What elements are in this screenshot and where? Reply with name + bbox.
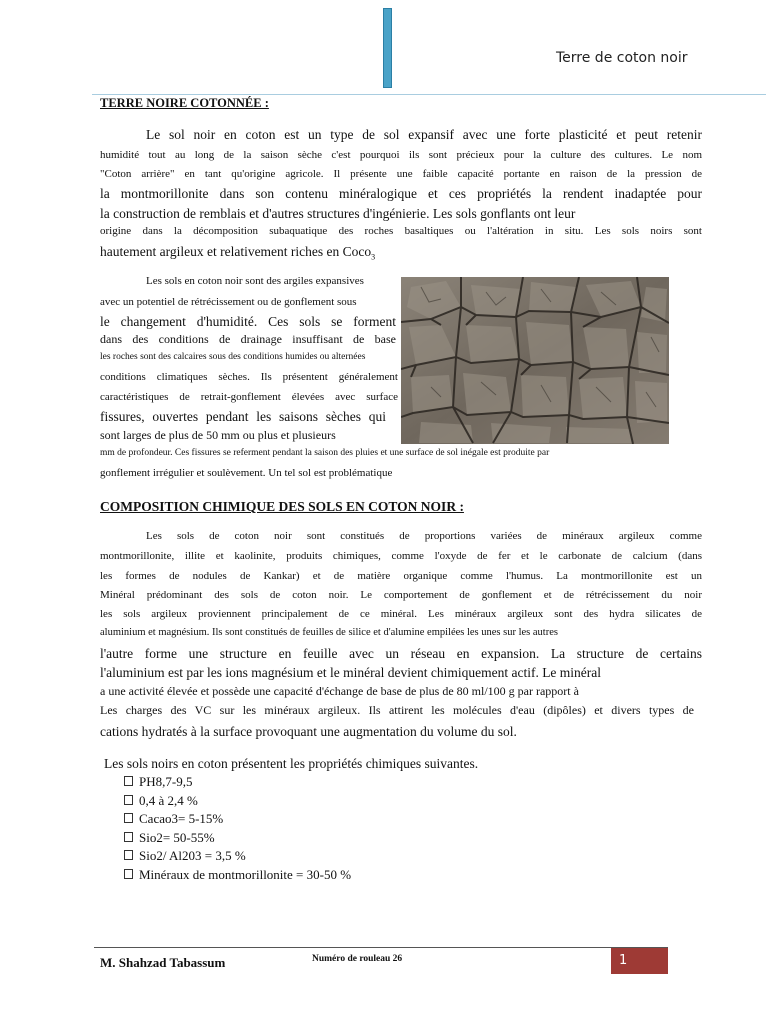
footer-roll-number: Numéro de rouleau 26 xyxy=(312,954,403,964)
checkbox-glyph-icon xyxy=(124,813,133,823)
footer-author: M. Shahzad Tabassum xyxy=(100,955,226,970)
paragraph-line: avec un potentiel de rétrécissement ou de gonflement sous xyxy=(100,296,357,308)
paragraph-line: sont larges de plus de 50 mm ou plus et plusieurs xyxy=(100,429,336,442)
list-item: Cacao3= 5-15% xyxy=(124,810,351,829)
paragraph-line: a une activité élevée et possède une capacité d'échange de base de plus de 80 ml/100 g par rapport à xyxy=(100,685,579,698)
checkbox-glyph-icon xyxy=(124,776,133,786)
paragraph-line: gonflement irrégulier et soulèvement. Un tel sol est problématique xyxy=(100,467,393,479)
paragraph-line: aluminium et magnésium. Ils sont constitués de feuilles de silice et d'alumine empilées les unes sur les autres xyxy=(100,627,558,638)
page-number-badge: 1 xyxy=(611,948,668,974)
list-item: Sio2= 50-55% xyxy=(124,829,351,848)
checkbox-glyph-icon xyxy=(124,795,133,805)
list-item: PH8,7-9,5 xyxy=(124,773,351,792)
properties-list xyxy=(124,773,351,884)
paragraph-line: mm de profondeur. Ces fissures se referment pendant la saison des pluies et une surface de sol inégale est produite par xyxy=(100,448,550,458)
paragraph-line: la montmorillonite dans son contenu minéralogique et ces propriétés la rendent inadaptée pour xyxy=(100,186,702,201)
paragraph-line: montmorillonite, illite et kaolinite, produits chimiques, comme l'oxyde de fer et le carbonate de calcium (dans xyxy=(100,550,702,562)
list-item: Sio2/ Al203 = 3,5 % xyxy=(124,847,351,866)
paragraph-line: "Coton arrière" en tant qu'origine agricole. Il présente une faible capacité portante en raison de la pression de xyxy=(100,168,702,180)
paragraph-line: les formes de nodules de Kankar) et de matière organique comme l'humus. La montmorillonite est un xyxy=(100,570,702,582)
section-heading-terre-noire: TERRE NOIRE COTONNÉE : xyxy=(100,96,269,110)
paragraph-line: les roches sont des calcaires sous des conditions humides ou alternées xyxy=(100,352,366,362)
list-item: 0,4 à 2,4 % xyxy=(124,792,351,811)
paragraph-line: le changement d'humidité. Ces sols se forment xyxy=(100,314,396,329)
paragraph-line: dans des conditions de drainage insuffisant de base xyxy=(100,333,396,346)
header-accent-bar xyxy=(383,8,392,88)
paragraph-line: Les charges des VC sur les minéraux argileux. Ils attirent les molécules d'eau (dipôles) et divers types de xyxy=(100,704,694,717)
paragraph-line: origine dans la décomposition subaquatique des roches basaltiques ou l'altération in situ. Les sols noirs sont xyxy=(100,225,702,237)
paragraph-line: Le sol noir en coton est un type de sol expansif avec une forte plasticité et peut retenir xyxy=(146,127,702,142)
cracked-soil-image xyxy=(401,277,669,444)
checkbox-glyph-icon xyxy=(124,869,133,879)
header-divider xyxy=(92,94,766,95)
paragraph-line: les sols argileux proviennent principalement de ce minéral. Les minéraux argileux sont des hydra silicates de xyxy=(100,608,702,620)
paragraph-line: fissures, ouvertes pendant les saisons sèches qui xyxy=(100,409,386,424)
footer-divider xyxy=(94,947,668,948)
checkbox-glyph-icon xyxy=(124,832,133,842)
cracked-soil-illustration xyxy=(401,277,669,444)
paragraph-line: Minéral prédominant des sols de coton noir. Le comportement de gonflement et de rétrécissement du noir xyxy=(100,589,702,601)
checkbox-glyph-icon xyxy=(124,850,133,860)
list-item: Minéraux de montmorillonite = 30-50 % xyxy=(124,866,351,885)
paragraph-line: Les sols en coton noir sont des argiles expansives xyxy=(146,275,364,287)
paragraph-line: Les sols de coton noir sont constitués de proportions variées de minéraux argileux comme xyxy=(146,530,702,542)
paragraph-line: conditions climatiques sèches. Ils présentent généralement xyxy=(100,371,398,383)
paragraph-line-last: hautement argileux et relativement riches en Coco$_3$ xyxy=(100,244,376,262)
paragraph-line: cations hydratés à la surface provoquant une augmentation du volume du sol. xyxy=(100,724,517,739)
properties-intro: Les sols noirs en coton présentent les propriétés chimiques suivantes. xyxy=(104,756,479,771)
paragraph-line: l'autre forme une structure en feuille avec un réseau en expansion. La structure de certains xyxy=(100,646,702,661)
paragraph-line: caractéristiques de retrait-gonflement élevées avec surface xyxy=(100,391,398,403)
header-title: Terre de coton noir xyxy=(556,50,688,66)
paragraph-line: la construction de remblais et d'autres structures d'ingénierie. Les sols gonflants ont leur xyxy=(100,206,576,221)
paragraph-line: humidité tout au long de la saison sèche c'est pourquoi ils sont précieux pour la culture des cultures. Le nom xyxy=(100,149,702,161)
section-heading-composition: COMPOSITION CHIMIQUE DES SOLS EN COTON NOIR : xyxy=(100,499,464,514)
paragraph-line: l'aluminium est par les ions magnésium et le minéral devient chimiquement actif. Le minéral xyxy=(100,665,602,680)
